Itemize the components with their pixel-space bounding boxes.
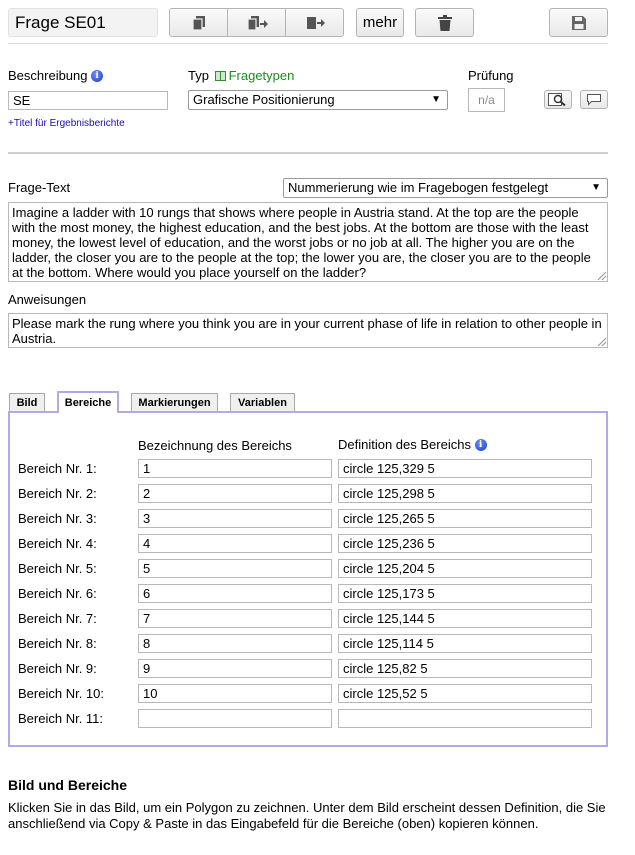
bereich-name-input[interactable]: 1 (138, 459, 332, 478)
question-id-field[interactable]: Frage SE01 (8, 8, 158, 37)
move-forward-icon (304, 15, 326, 31)
tab-bild[interactable]: Bild (9, 393, 45, 412)
typ-select[interactable]: Grafische Positionierung ▼ (188, 90, 448, 110)
copy-button-group (169, 8, 344, 37)
bereich-name-input[interactable]: 7 (138, 609, 332, 628)
col-bezeichnung-header: Bezeichnung des Bereichs (138, 438, 292, 453)
bereich-name-input[interactable]: 3 (138, 509, 332, 528)
copy-forward-icon (246, 15, 268, 31)
tab-markierungen[interactable]: Markierungen (131, 393, 218, 412)
chevron-down-icon: ▼ (431, 94, 441, 105)
magnifier-icon (548, 93, 568, 106)
pruefung-label: Prüfung (468, 68, 514, 83)
bereich-definition-input[interactable]: circle 125,236 5 (338, 534, 592, 553)
copy-icon (191, 15, 207, 31)
titel-ergebnisberichte-link[interactable]: +Titel für Ergebnisberichte (8, 118, 125, 129)
copy-question-button[interactable] (170, 9, 228, 36)
speech-bubble-icon (586, 93, 602, 106)
bereich-row-label: Bereich Nr. 3: (18, 511, 97, 526)
bereich-row-label: Bereich Nr. 6: (18, 586, 97, 601)
bereich-row-label: Bereich Nr. 4: (18, 536, 97, 551)
book-icon (215, 71, 226, 81)
bereich-name-input[interactable]: 6 (138, 584, 332, 603)
bereich-name-input[interactable]: 9 (138, 659, 332, 678)
toolbar-divider (8, 43, 608, 44)
bereich-row-label: Bereich Nr. 9: (18, 661, 97, 676)
delete-button[interactable] (415, 8, 474, 37)
bereich-name-input[interactable]: 2 (138, 484, 332, 503)
bereich-definition-input[interactable]: circle 125,114 5 (338, 634, 592, 653)
bereich-row-label: Bereich Nr. 1: (18, 461, 97, 476)
tab-bereiche[interactable]: Bereiche (57, 391, 119, 413)
frage-text-label: Frage-Text (8, 180, 71, 195)
bereich-definition-input[interactable]: circle 125,52 5 (338, 684, 592, 703)
anweisungen-label: Anweisungen (8, 292, 87, 307)
bereich-row-label: Bereich Nr. 10: (18, 686, 104, 701)
bereich-definition-input[interactable]: circle 125,144 5 (338, 609, 592, 628)
bild-bereiche-description: Klicken Sie in das Bild, um ein Polygon zu zeichnen. Unter dem Bild erscheint dessen Definition, die Sie anschließend via Copy & Paste in das Eingabefeld für die Bereiche (oben) kopieren können. (8, 800, 606, 831)
col-definition-header: Definition des Bereichs i (338, 437, 487, 452)
bereich-row-label: Bereich Nr. 2: (18, 486, 97, 501)
pruefung-value[interactable]: n/a (468, 88, 505, 112)
bereich-definition-input[interactable] (338, 709, 592, 728)
tab-variablen[interactable]: Variablen (230, 393, 295, 412)
move-to-button[interactable] (286, 9, 343, 36)
bereich-definition-input[interactable]: circle 125,298 5 (338, 484, 592, 503)
beschreibung-input[interactable]: SE (8, 91, 168, 110)
bereich-row-label: Bereich Nr. 11: (18, 711, 104, 726)
section-divider (8, 152, 608, 154)
bereich-row-label: Bereich Nr. 5: (18, 561, 97, 576)
copy-to-button[interactable] (228, 9, 286, 36)
chevron-down-icon: ▼ (591, 182, 601, 193)
preview-button[interactable] (544, 90, 572, 109)
bereich-definition-input[interactable]: circle 125,82 5 (338, 659, 592, 678)
trash-icon (438, 15, 452, 31)
bereich-row-label: Bereich Nr. 7: (18, 611, 97, 626)
typ-label: Typ Fragetypen (188, 68, 295, 83)
bild-bereiche-heading: Bild und Bereiche (8, 777, 128, 793)
bereich-name-input[interactable]: 10 (138, 684, 332, 703)
comment-button[interactable] (580, 90, 608, 109)
save-icon (571, 15, 587, 31)
anweisungen-textarea[interactable]: Please mark the rung where you think you are in your current phase of life in relation to other people in Austria. (8, 313, 608, 348)
save-button[interactable] (549, 8, 608, 37)
bereich-definition-input[interactable]: circle 125,329 5 (338, 459, 592, 478)
bereich-definition-input[interactable]: circle 125,173 5 (338, 584, 592, 603)
bereich-definition-input[interactable]: circle 125,204 5 (338, 559, 592, 578)
bereich-definition-input[interactable]: circle 125,265 5 (338, 509, 592, 528)
bereich-row-label: Bereich Nr. 8: (18, 636, 97, 651)
numbering-select[interactable]: Nummerierung wie im Fragebogen festgelegt ▼ (283, 178, 608, 198)
bereich-name-input[interactable]: 8 (138, 634, 332, 653)
fragetypen-link[interactable]: Fragetypen (228, 68, 295, 83)
info-icon[interactable]: i (91, 70, 103, 82)
bereich-name-input[interactable]: 5 (138, 559, 332, 578)
bereich-name-input[interactable] (138, 709, 332, 728)
frage-text-textarea[interactable]: Imagine a ladder with 10 rungs that shows where people in Austria stand. At the top are the people with the most money, the highest education, and the best jobs. At the bottom are those with the least money, the lowest level of education, and the worst jobs or no job at all. The higher you are on the ladder, the closer you are to the people at the top; the lower you are, the closer you are to the people at the bottom. Where would you place yourself on the ladder? (8, 202, 608, 282)
beschreibung-label: Beschreibung i (8, 68, 103, 83)
resize-handle-icon[interactable] (598, 338, 606, 346)
more-button[interactable]: mehr (356, 8, 404, 37)
info-icon[interactable]: i (475, 439, 487, 451)
resize-handle-icon[interactable] (598, 272, 606, 280)
bereich-name-input[interactable]: 4 (138, 534, 332, 553)
